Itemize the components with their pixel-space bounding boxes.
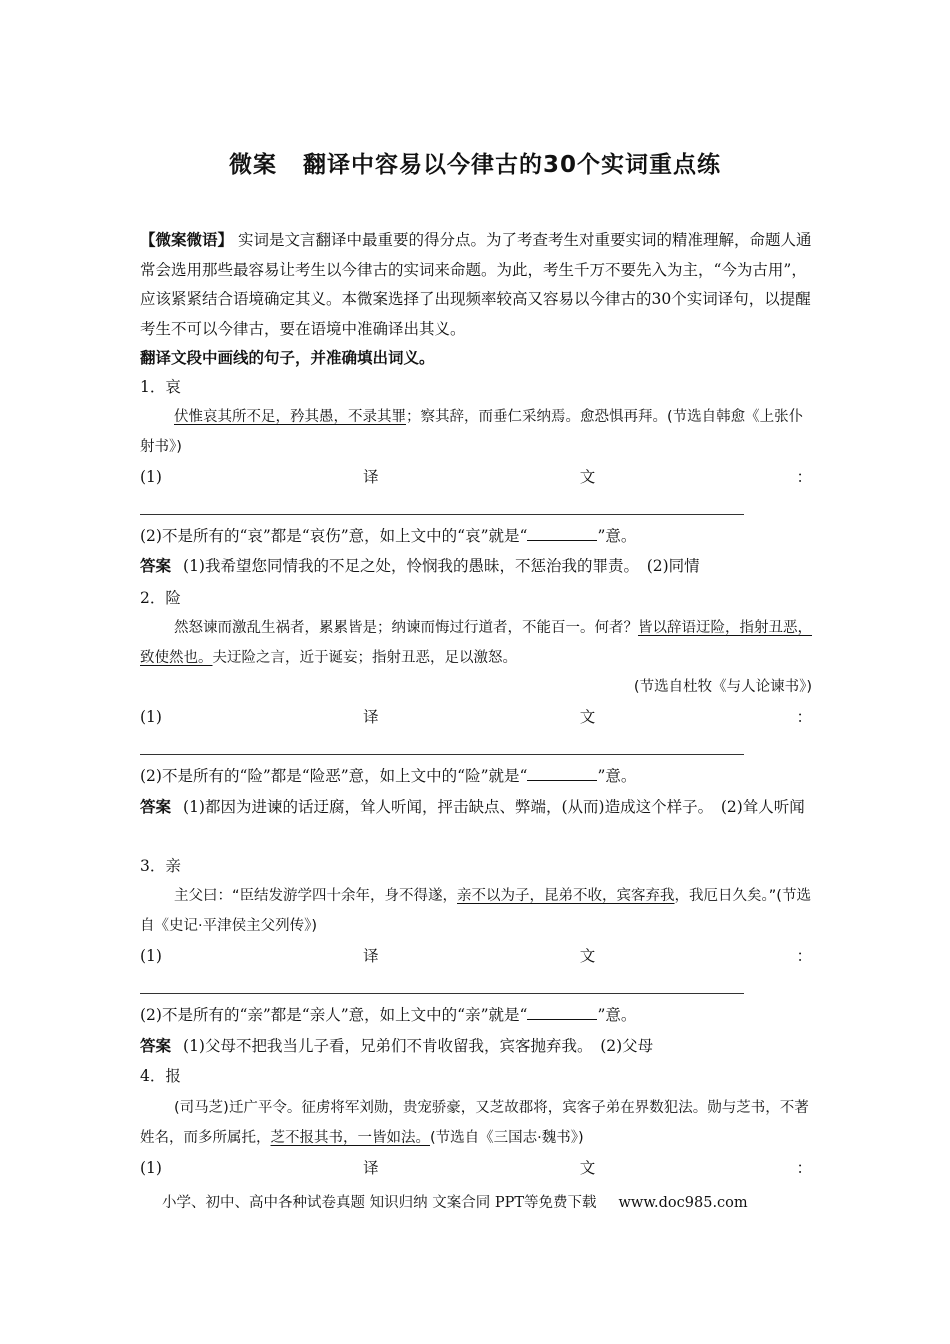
item3-answer-text: (1)父母不把我当儿子看，兄弟们不肯收留我，宾客抛弃我。 (2)父母 [183,1037,654,1055]
item2-q2-pre: (2)不是所有的“险”都是“险恶”意，如上文中的“险”就是“ [140,767,528,785]
item2-answer-line[interactable] [140,754,744,755]
item2-q2-blank[interactable] [527,766,597,781]
page-title [0,146,950,179]
item2-q1-num: (1) [140,708,162,726]
item4-passage-pre: (司马芝)迁广平令。征虏将军刘勋，贵宠骄豪，又芝故郡将，宾客子弟在界数犯法。勋与芝书，不著姓名，而多所属托， [140,1100,809,1146]
item2-wen: 文 [579,708,596,726]
item1-heading: 1．哀 [140,378,181,396]
item3-q2-blank[interactable] [527,1005,597,1020]
item3-q1-num: (1) [140,947,162,965]
item2-yi: 译 [363,708,379,726]
item2-passage [140,614,812,703]
item4-passage [140,1094,812,1153]
title-part1: 微案 [228,152,277,178]
item1-answer-label: 答案 [140,557,172,575]
item2-colon: ： [796,708,812,726]
item4-translate-row [140,1154,812,1184]
item3-answer [140,1032,812,1062]
item3-wen: 文 [579,947,596,965]
item1-yi: 译 [363,468,379,486]
item2-answer [140,793,812,823]
item4-colon: ： [796,1159,812,1177]
item4-underlined-sentence: 芝不报其书，一皆如法。 [270,1129,430,1146]
item1-source: (节选自韩愈《上张仆射书》) [140,409,804,455]
page-footer [162,1191,748,1212]
item1-q1-num: (1) [140,468,162,486]
item3-passage [140,882,812,941]
footer-url[interactable]: www.doc985.com [618,1195,748,1211]
item2-q2 [140,762,812,792]
item3-passage-rest: ，我厄日久矣。” [674,888,777,904]
item1-passage-rest: ；察其辞，而垂仁采纳焉。愈恐惧再拜。 [406,409,667,425]
item1-answer-text: (1)我希望您同情我的不足之处，怜悯我的愚昧，不惩治我的罪责。 (2)同情 [183,557,700,575]
item2-heading: 2．险 [140,589,181,607]
item1-q2-pre: (2)不是所有的“哀”都是“哀伤”意，如上文中的“哀”就是“ [140,527,528,545]
title-part2: 翻译中容易以今律古的30个实词重点练 [302,152,721,178]
item3-q2-post: ”意。 [597,1006,637,1024]
intro-tag: 【微案微语】 [140,231,234,249]
item1-q2 [140,522,812,552]
item2-q2-post: ”意。 [597,767,637,785]
item3-underlined-sentence: 亲不以为子，昆弟不收，宾客弃我 [457,888,675,904]
item4-heading: 4．报 [140,1067,181,1085]
item1-q2-blank[interactable] [527,526,597,541]
item3-q2-pre: (2)不是所有的“亲”都是“亲人”意，如上文中的“亲”就是“ [140,1006,528,1024]
item2-passage-pre: 然怒谏而激乱生祸者，累累皆是；纳谏而悔过行道者，不能百一。何者？ [174,620,638,636]
item3-q2 [140,1001,812,1031]
item1-answer [140,552,812,582]
item3-answer-line[interactable] [140,993,744,994]
item1-q2-post: ”意。 [597,527,637,545]
item1-passage [140,403,812,462]
item2-passage-rest: 夫迂险之言，近于诞妄；指射丑恶，足以激怒。 [212,649,517,666]
item2-source: (节选自杜牧《与人论谏书》) [633,679,812,695]
item3-yi: 译 [363,947,379,965]
instruction: 翻译文段中画线的句子，并准确填出词义。 [140,349,435,367]
item2-translate-row [140,703,812,733]
item1-colon: ： [796,468,812,486]
intro-text: 实词是文言翻译中最重要的得分点。为了考查考生对重要实词的精准理解，命题人通常会选用那些最容易让考生以今律古的实词来命题。为此，考生千万不要先入为主，“今为古用”，应该紧紧结合语境确定其义。本微案选择了出现频率较高又容易以今律古的30个实词译句，以提醒考生不可以今律古，要在语境中准确译出其义。 [140,231,812,338]
item3-answer-label: 答案 [140,1037,172,1055]
item4-q1-num: (1) [140,1159,162,1177]
item2-answer-text: (1)都因为进谏的话迂腐，耸人听闻，抨击缺点、弊端，(从而)造成这个样子。 (2)耸人听闻 [183,798,805,816]
item3-translate-row [140,942,812,972]
item3-source: (节选自《史记·平津侯主父列传》) [140,888,811,934]
item4-yi: 译 [363,1159,379,1177]
item1-wen: 文 [579,468,596,486]
item1-underlined-sentence: 伏惟哀其所不足，矜其愚，不录其罪 [174,409,406,425]
item3-passage-pre: 主父曰：“臣结发游学四十余年，身不得遂， [174,888,458,904]
item2-underlined-sentence: 皆以辞语迂险，指射丑恶，致使然也。 [140,620,812,666]
item3-colon: ： [796,947,812,965]
item1-answer-line[interactable] [140,514,744,515]
footer-text: 小学、初中、高中各种试卷真题 知识归纳 文案合同 PPT等免费下载 [162,1195,597,1211]
intro-paragraph [140,226,812,344]
item1-translate-row [140,463,812,493]
item2-answer-label: 答案 [140,798,172,816]
item3-heading: 3．亲 [140,857,181,875]
item4-wen: 文 [579,1159,596,1177]
item4-source: (节选自《三国志·魏书》) [430,1129,584,1146]
